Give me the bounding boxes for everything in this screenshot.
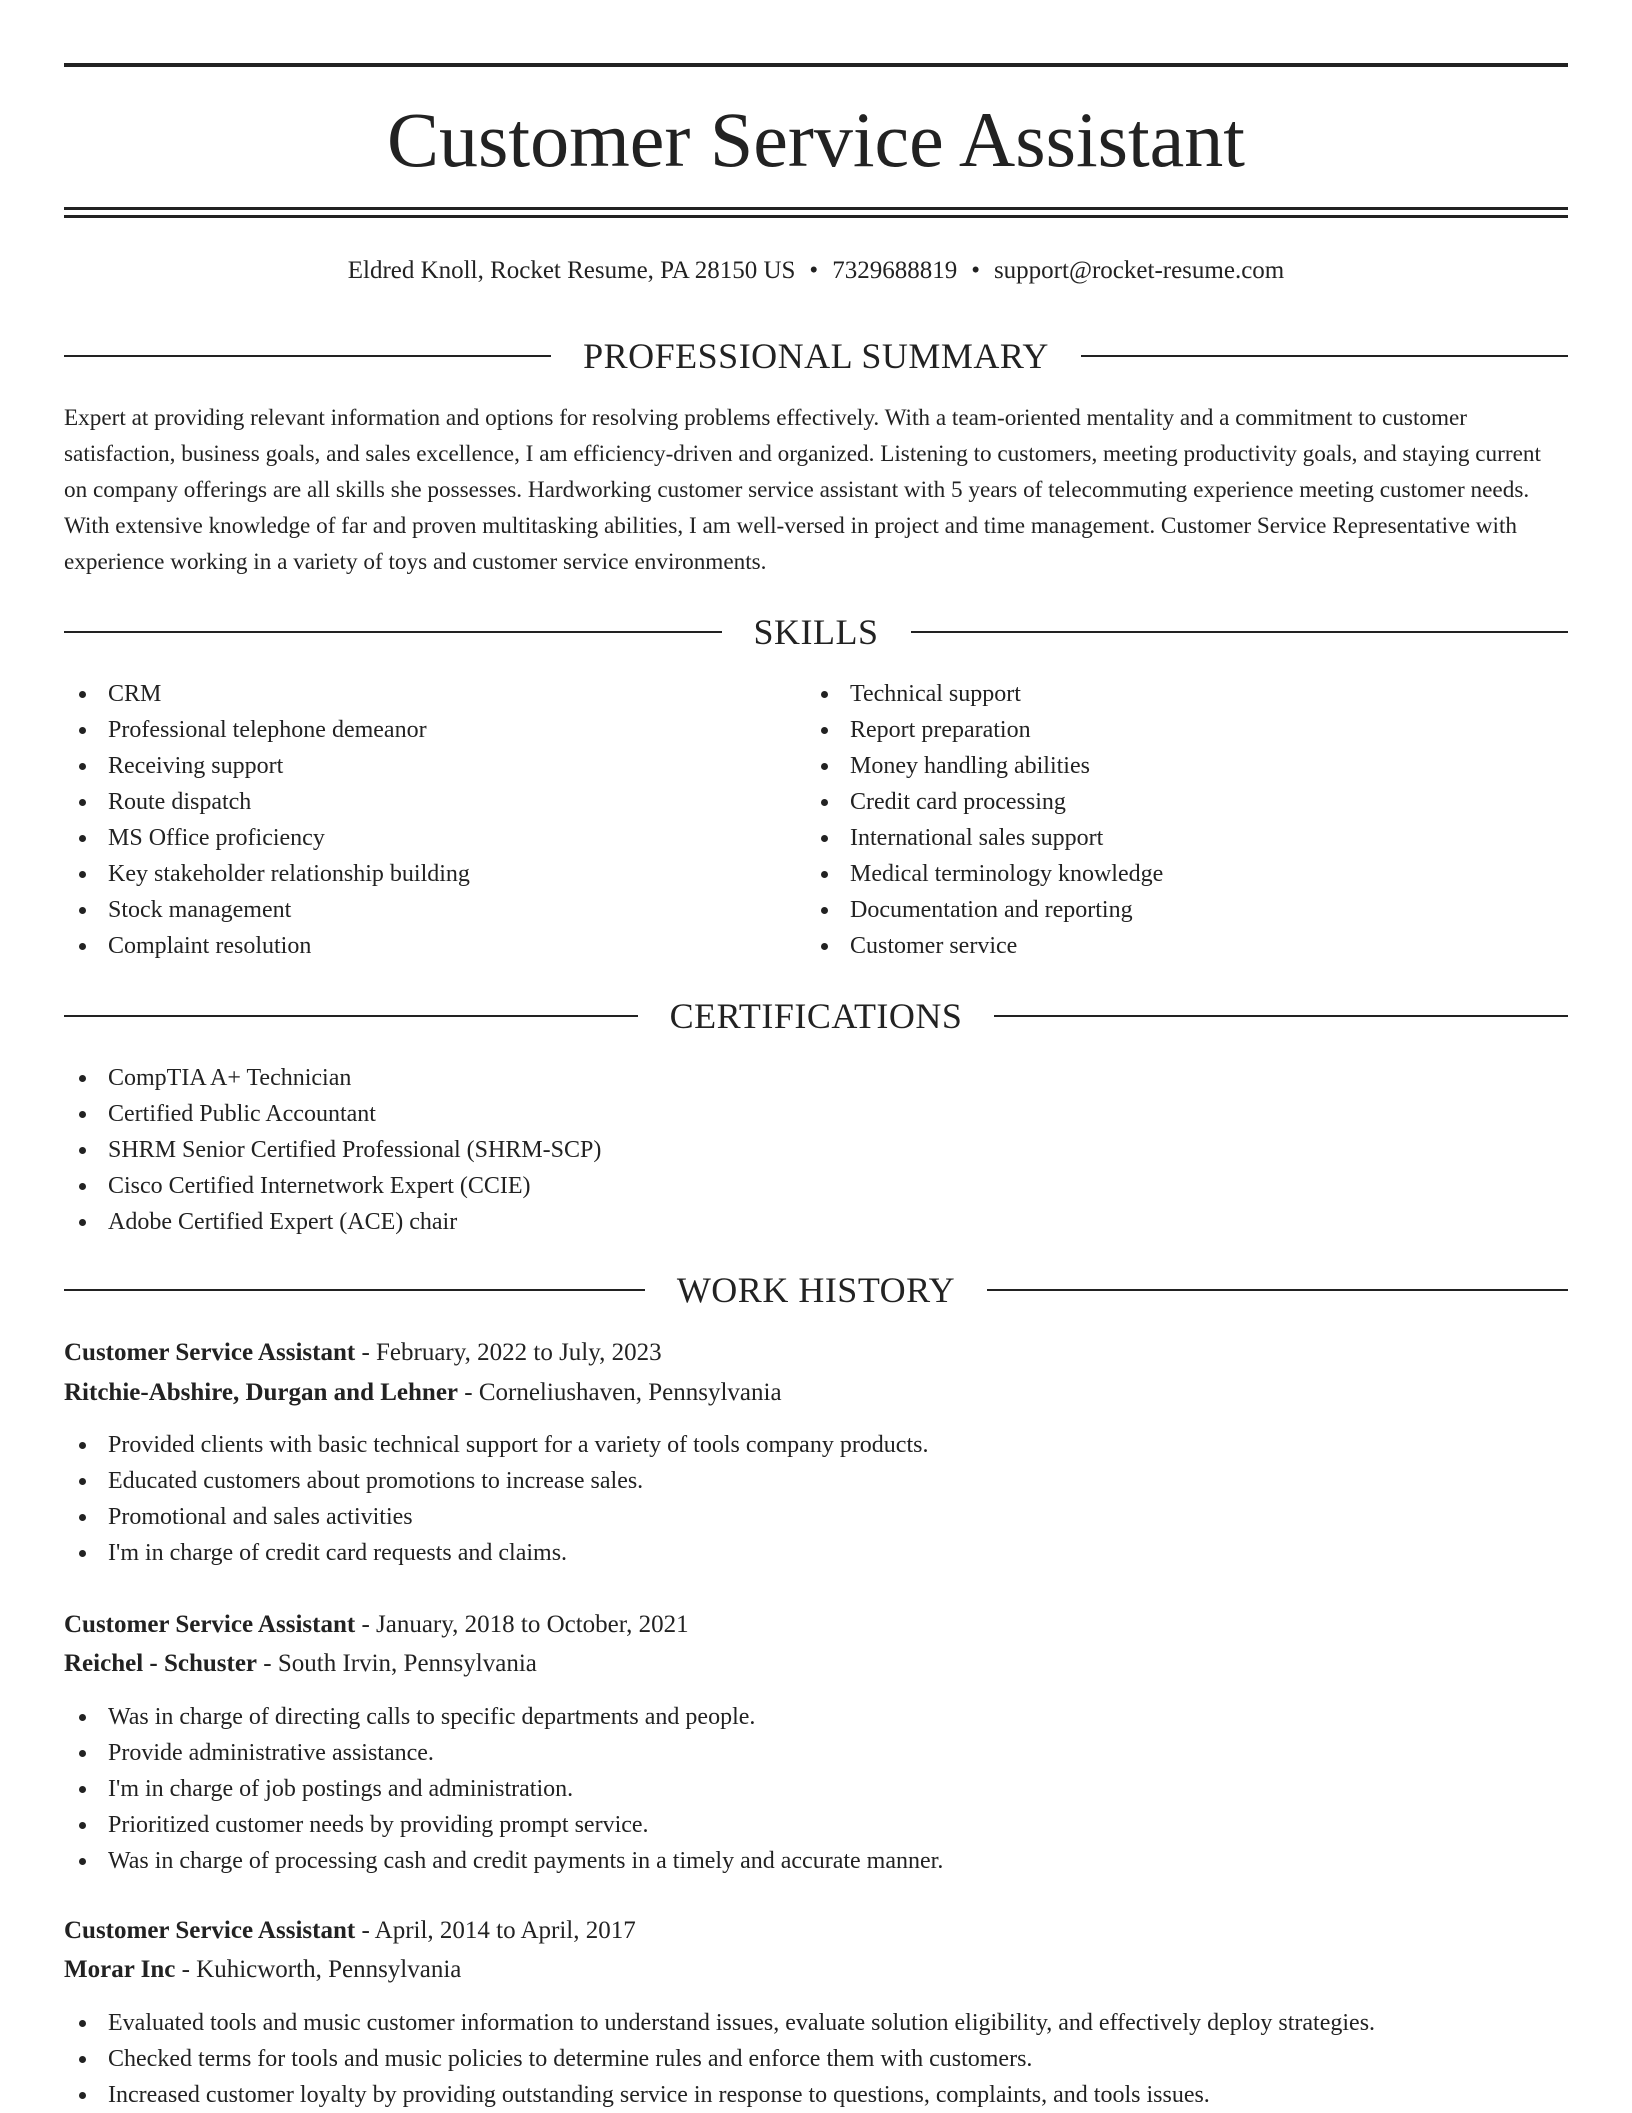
job-company: Morar Inc bbox=[64, 1956, 176, 1983]
job-location: - Kuhicworth, Pennsylvania bbox=[175, 1956, 462, 1983]
job-bullet: Increased customer loyalty by providing outstanding service in response to questions, complaints, and tools issues. bbox=[64, 2077, 1568, 2113]
job-bullet: Promotional and sales activities bbox=[64, 1499, 1568, 1535]
skills-section-heading bbox=[64, 610, 1568, 654]
contact-email: support@rocket-resume.com bbox=[993, 257, 1285, 284]
job-bullets bbox=[64, 1699, 1568, 1879]
heading-rule-right bbox=[987, 1289, 1568, 1291]
certifications-section-heading bbox=[64, 994, 1568, 1038]
skill-item: Route dispatch bbox=[64, 784, 764, 820]
resume-title: Customer Service Assistant bbox=[387, 96, 1245, 183]
job-bullets bbox=[64, 2005, 1568, 2113]
skill-item: Professional telephone demeanor bbox=[64, 712, 764, 748]
skill-item: Key stakeholder relationship building bbox=[64, 856, 764, 892]
skill-item: International sales support bbox=[806, 820, 1506, 856]
skill-item: Credit card processing bbox=[806, 784, 1506, 820]
job-bullet: Checked terms for tools and music policies to determine rules and enforce them with customers. bbox=[64, 2041, 1568, 2077]
heading-rule-right bbox=[994, 1015, 1568, 1017]
contact-line bbox=[64, 256, 1568, 286]
skill-item: Customer service bbox=[806, 928, 1506, 964]
work-history-section-heading bbox=[64, 1268, 1568, 1312]
skill-item: Receiving support bbox=[64, 748, 764, 784]
job-bullets bbox=[64, 1427, 1568, 1571]
skill-item: Technical support bbox=[806, 676, 1506, 712]
job-bullet: Was in charge of processing cash and credit payments in a timely and accurate manner. bbox=[64, 1843, 1568, 1879]
heading-rule-right bbox=[1081, 355, 1568, 357]
job-company-line bbox=[64, 1951, 1568, 1989]
job-bullet: Provide administrative assistance. bbox=[64, 1735, 1568, 1771]
job-title: Customer Service Assistant bbox=[64, 1611, 356, 1638]
certification-item: CompTIA A+ Technician bbox=[64, 1060, 1464, 1096]
job-company: Ritchie-Abshire, Durgan and Lehner bbox=[64, 1379, 459, 1406]
skill-item: Report preparation bbox=[806, 712, 1506, 748]
heading-rule-right bbox=[911, 631, 1569, 633]
job-dates: - February, 2022 to July, 2023 bbox=[355, 1339, 662, 1366]
skill-item: Complaint resolution bbox=[64, 928, 764, 964]
job-title-line bbox=[64, 1606, 1568, 1644]
heading-rule-left bbox=[64, 1289, 645, 1291]
job-bullet: I'm in charge of job postings and administration. bbox=[64, 1771, 1568, 1807]
contact-phone: 7329688819 bbox=[832, 257, 958, 284]
heading-rule-left bbox=[64, 631, 722, 633]
certification-item: SHRM Senior Certified Professional (SHRM-SCP) bbox=[64, 1132, 1464, 1168]
job-company: Reichel - Schuster bbox=[64, 1650, 258, 1677]
skill-item: MS Office proficiency bbox=[64, 820, 764, 856]
skill-item: Money handling abilities bbox=[806, 748, 1506, 784]
skill-item: Stock management bbox=[64, 892, 764, 928]
certification-item: Adobe Certified Expert (ACE) chair bbox=[64, 1204, 1464, 1240]
summary-text: Expert at providing relevant information and options for resolving problems effectively. With a team-oriented mentality and a commitment to customer satisfaction, business goals, and sales excellence, I am efficiency-driven and organized. Listening to customers, meeting productivity goals, and staying current on company offerings are all skills she possesses. Hardworking customer service assistant with 5 years of telecommuting experience meeting customer needs. With extensive knowledge of far and proven multitasking abilities, I am well-versed in project and time management. Customer Service Representative with experience working in a variety of toys and customer service environments. bbox=[64, 405, 1541, 575]
contact-address: Eldred Knoll, Rocket Resume, PA 28150 US bbox=[347, 257, 796, 284]
job-dates: - January, 2018 to October, 2021 bbox=[355, 1611, 689, 1638]
contact-separator: • bbox=[971, 257, 980, 284]
job-bullet: Prioritized customer needs by providing prompt service. bbox=[64, 1807, 1568, 1843]
skill-item: CRM bbox=[64, 676, 764, 712]
skill-item: Documentation and reporting bbox=[806, 892, 1506, 928]
skills-list-right bbox=[806, 676, 1506, 964]
job-bullet: Provided clients with basic technical support for a variety of tools company products. bbox=[64, 1427, 1568, 1463]
job-title: Customer Service Assistant bbox=[64, 1917, 356, 1944]
certification-item: Certified Public Accountant bbox=[64, 1096, 1464, 1132]
job-dates: - April, 2014 to April, 2017 bbox=[355, 1917, 636, 1944]
job-title: Customer Service Assistant bbox=[64, 1339, 356, 1366]
job-company-line bbox=[64, 1645, 1568, 1683]
certifications-list bbox=[64, 1060, 1464, 1240]
heading-rule-left bbox=[64, 355, 551, 357]
top-rule bbox=[64, 63, 1568, 67]
title-double-rule-upper bbox=[64, 207, 1568, 210]
job-bullet: Was in charge of directing calls to specific departments and people. bbox=[64, 1699, 1568, 1735]
job-title-line bbox=[64, 1912, 1568, 1950]
heading-rule-left bbox=[64, 1015, 638, 1017]
job-bullet: I'm in charge of credit card requests and claims. bbox=[64, 1535, 1568, 1571]
summary-heading: PROFESSIONAL SUMMARY bbox=[583, 336, 1049, 376]
work-history-heading: WORK HISTORY bbox=[676, 1270, 956, 1310]
job-bullet: Evaluated tools and music customer information to understand issues, evaluate solution eligibility, and effectively deploy strategies. bbox=[64, 2005, 1568, 2041]
certification-item: Cisco Certified Internetwork Expert (CCIE) bbox=[64, 1168, 1464, 1204]
job-title-line bbox=[64, 1334, 1568, 1372]
certifications-heading: CERTIFICATIONS bbox=[669, 996, 963, 1036]
job-company-line bbox=[64, 1374, 1568, 1412]
skills-heading: SKILLS bbox=[753, 612, 879, 652]
skills-list-left bbox=[64, 676, 764, 964]
job-bullet: Educated customers about promotions to increase sales. bbox=[64, 1463, 1568, 1499]
contact-separator: • bbox=[809, 257, 819, 284]
title-double-rule-lower bbox=[64, 215, 1568, 218]
skill-item: Medical terminology knowledge bbox=[806, 856, 1506, 892]
summary-section-heading bbox=[64, 334, 1568, 378]
job-location: - South Irvin, Pennsylvania bbox=[257, 1650, 537, 1677]
job-location: - Corneliushaven, Pennsylvania bbox=[458, 1379, 782, 1406]
